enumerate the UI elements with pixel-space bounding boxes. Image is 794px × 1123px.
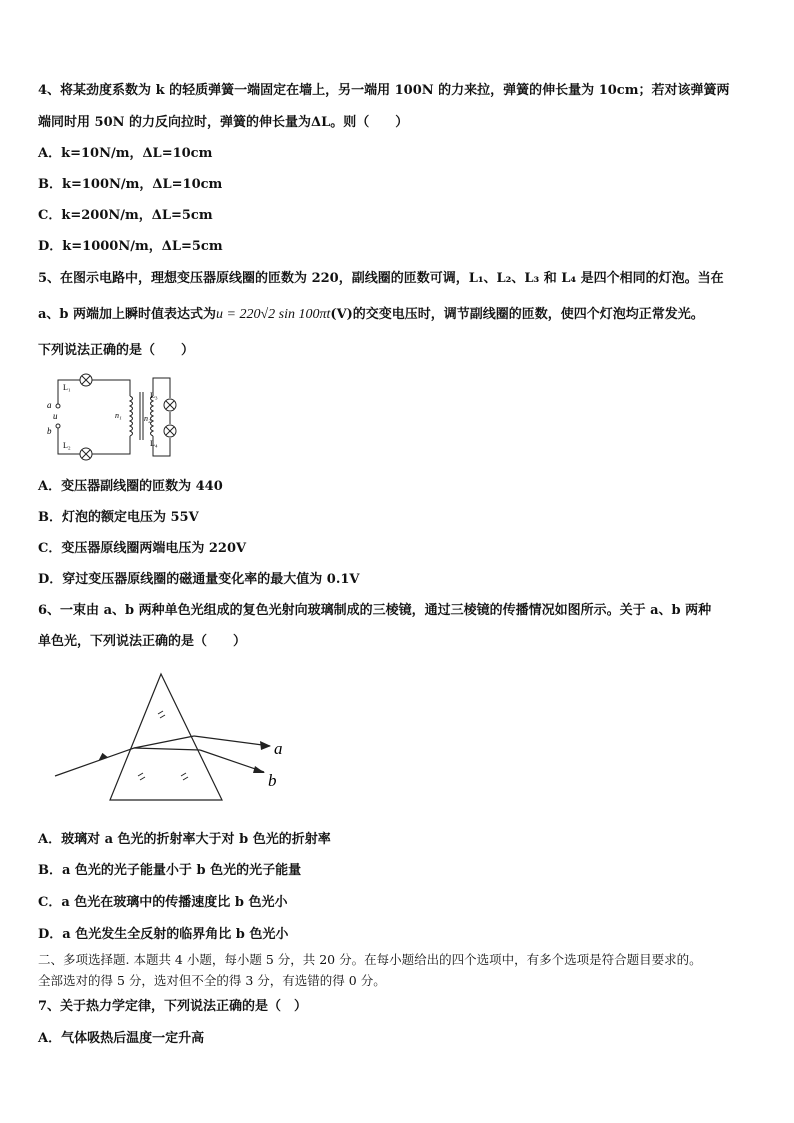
- q6-option-c: C．a 色光在玻璃中的传播速度比 b 色光小: [38, 895, 288, 910]
- q7-option-a: A．气体吸热后温度一定升高: [38, 1031, 205, 1046]
- q5-stem-line2-pre: a、b 两端加上瞬时值表达式为: [38, 307, 217, 322]
- lamp-L4-icon: [164, 425, 176, 437]
- q6-stem-line2: 单色光，下列说法正确的是（ ）: [38, 634, 247, 649]
- q5-stem-line2-post: (V)的交变电压时，调节副线圈的匝数，使四个灯泡均正常发光。: [330, 307, 704, 322]
- q5-stem-line3: 下列说法正确的是（ ）: [38, 343, 195, 358]
- section2-header-line2: 全部选对的得 5 分，选对但不全的得 3 分，有选错的得 0 分。: [38, 973, 386, 988]
- q5-option-b: B．灯泡的额定电压为 55V: [38, 510, 199, 525]
- q5-formula: u = 220√2 sin 100πt: [216, 307, 331, 322]
- label-n1: n₁: [115, 411, 122, 420]
- q5-stem-line1: 5、在图示电路中，理想变压器原线圈的匝数为 220，副线圈的匝数可调，L₁、L₂、L₃ 和 L₄ 是四个相同的灯泡。当在: [38, 271, 724, 286]
- transformer-circuit-figure: [40, 368, 190, 468]
- q7-stem: 7、关于热力学定律，下列说法正确的是（ ）: [38, 999, 308, 1014]
- q5-option-a: A．变压器副线圈的匝数为 440: [38, 479, 223, 494]
- q4-option-a: A．k=10N/m，ΔL=10cm: [38, 146, 213, 161]
- prism-figure: [50, 666, 300, 806]
- q5-option-d: D．穿过变压器原线圈的磁通量变化率的最大值为 0.1V: [38, 572, 360, 587]
- label-L3: L₃: [150, 391, 158, 400]
- label-a: a: [47, 400, 52, 410]
- q5-option-c: C．变压器原线圈两端电压为 220V: [38, 541, 247, 556]
- q4-stem-line2: 端同时用 50N 的力反向拉时，弹簧的伸长量为ΔL。则（ ）: [38, 115, 409, 130]
- q6-stem-line1: 6、一束由 a、b 两种单色光组成的复色光射向玻璃制成的三棱镜，通过三棱镜的传播情况如图所示。关于 a、b 两种: [38, 603, 712, 618]
- q6-option-b: B．a 色光的光子能量小于 b 色光的光子能量: [38, 863, 302, 878]
- label-n2: n₂: [144, 414, 151, 423]
- q4-option-c: C．k=200N/m，ΔL=5cm: [38, 208, 213, 223]
- q4-option-b: B．k=100N/m，ΔL=10cm: [38, 177, 223, 192]
- lamp-L2-icon: [80, 448, 92, 460]
- label-L1: L₁: [63, 383, 71, 392]
- label-u: u: [53, 411, 58, 421]
- label-L2: L₂: [63, 441, 71, 450]
- lamp-L1-icon: [80, 374, 92, 386]
- q5-stem-line2: [38, 307, 704, 323]
- ray-label-b: b: [268, 771, 277, 790]
- q6-option-d: D．a 色光发生全反射的临界角比 b 色光小: [38, 927, 289, 942]
- q4-option-d: D．k=1000N/m，ΔL=5cm: [38, 239, 223, 254]
- label-b: b: [47, 426, 52, 436]
- section2-header-line1: 二、多项选择题. 本题共 4 小题，每小题 5 分，共 20 分。在每小题给出的四个选项中，有多个选项是符合题目要求的。: [38, 952, 702, 967]
- ray-label-a: a: [274, 739, 283, 758]
- label-L4: L₄: [150, 439, 158, 448]
- q6-option-a: A．玻璃对 a 色光的折射率大于对 b 色光的折射率: [38, 832, 331, 847]
- q4-stem-line1: 4、将某劲度系数为 k 的轻质弹簧一端固定在墙上，另一端用 100N 的力来拉，弹簧的伸长量为 10cm；若对该弹簧两: [38, 83, 730, 98]
- lamp-L3-icon: [164, 399, 176, 411]
